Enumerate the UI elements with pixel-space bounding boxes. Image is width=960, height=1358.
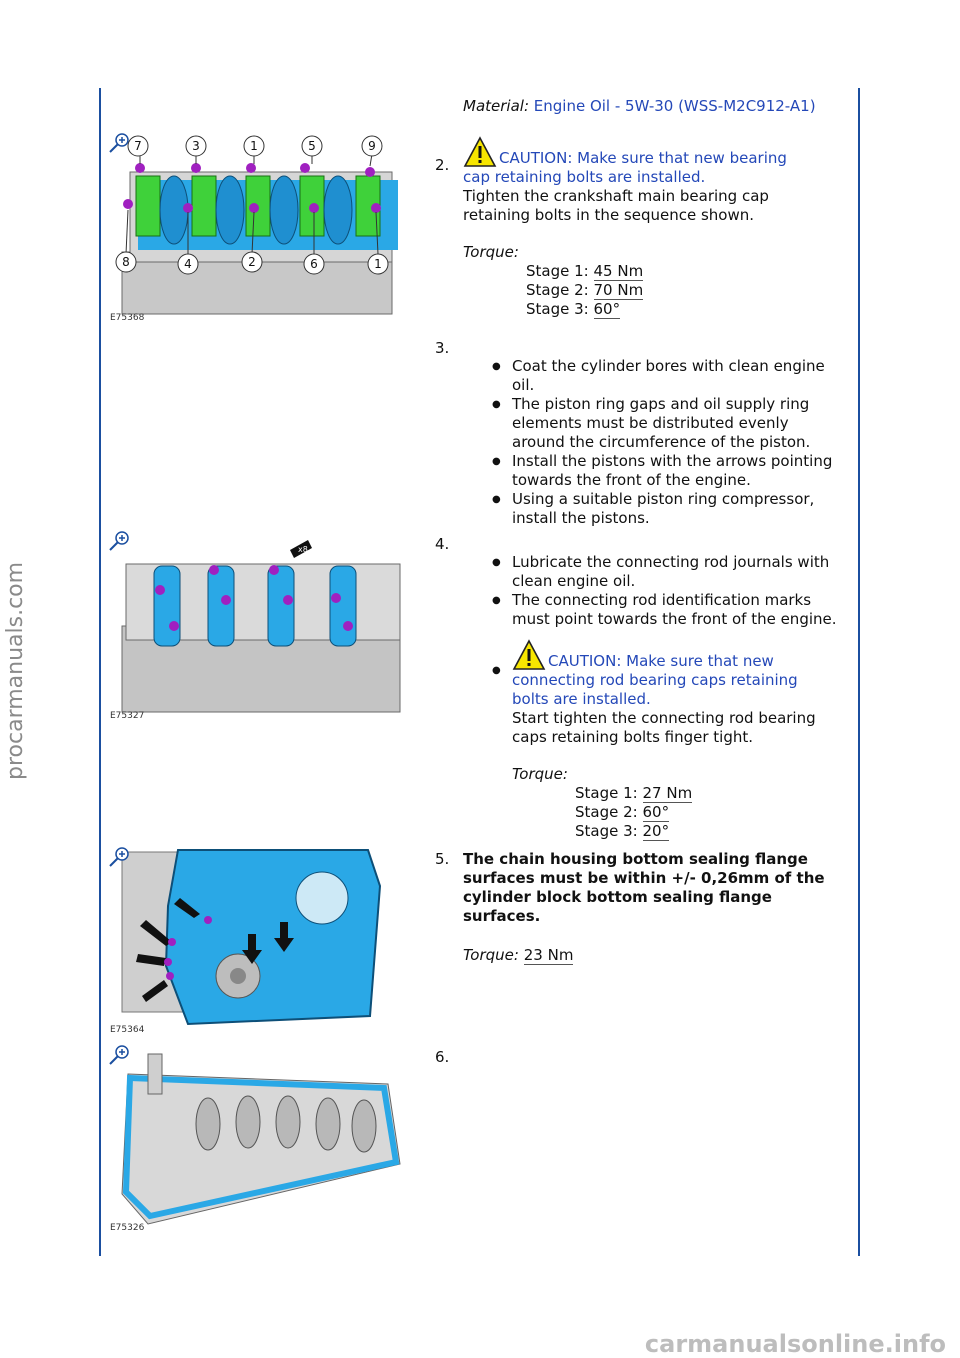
material-label: Material: [463,97,529,115]
callout-8: 8 [122,255,130,269]
right-rule [858,88,860,1256]
step-2-number: 2. [435,156,450,174]
callout-4: 4 [184,257,192,271]
figure-block-bottom[interactable] [108,1044,404,1234]
zoom-icon[interactable] [108,846,130,868]
step-5-torque-label: Torque: [463,946,519,964]
list-item: ● Lubricate the connecting rod journals with clean engine oil. [492,553,854,591]
figure-code: E75327 [110,711,145,720]
step-4-number: 4. [435,535,450,553]
step-3-number: 3. [435,339,450,357]
step-2-body [463,136,853,319]
figure-main-bearing-caps[interactable] [108,132,404,322]
left-rule [99,88,101,1256]
stage-label: Stage 1: [575,784,638,802]
list-item: ● The connecting rod identification marks must point towards the front of the engine. [492,591,854,629]
list-item: ● Install the pistons with the arrows pointing towards the front of the engine. [492,452,854,490]
step-4-caution-line1: CAUTION: Make sure that new [548,652,774,670]
step-4-stages [575,784,854,841]
list-item: ● Coat the cylinder bores with clean engine oil. [492,357,854,395]
side-watermark: procarmanuals.com [3,561,28,780]
step-5-number: 5. [435,850,450,868]
callout-7: 7 [134,139,142,153]
step-6-number: 6. [435,1048,450,1066]
engine-block-illustration [108,530,404,720]
list-item: ● The piston ring gaps and oil supply ring elements must be distributed evenly around the circumference of the piston. [492,395,854,452]
step-4-caution-line3: bolts are installed. [512,690,651,708]
warning-triangle-icon [512,639,546,671]
figure-code: E75326 [110,1223,145,1233]
step-5-torque [463,946,855,965]
engine-block-illustration [108,132,404,322]
callout-1b: 1 [374,257,382,271]
callout-x8: x8 [298,545,308,554]
step-5-line1: The chain housing bottom sealing flange [463,850,808,868]
zoom-icon[interactable] [108,132,130,154]
step-5-body [463,850,855,965]
stage-value[interactable]: 20° [642,822,670,840]
callout-5: 5 [308,139,316,153]
material-value: Engine Oil - 5W-30 (WSS-M2C912-A1) [533,97,816,115]
material-line [463,97,816,116]
stage-label: Stage 1: [526,262,589,280]
step-2-torque-label: Torque: [463,243,519,261]
step-2-text-line1: Tighten the crankshaft main bearing cap [463,187,769,205]
chain-housing-illustration [108,846,404,1036]
callout-3: 3 [192,139,200,153]
stage-value[interactable]: 27 Nm [642,784,693,802]
step-4-caution-item: ● CAUTION: Make sure that new connecting rod bearing caps retaining bolts are installed. Start tighten the connecting rod bearing caps retaining bolts finger tight. Torque: Stage 1: 27 Nm Stage 2: 60° Stage 3: 20° [492,639,854,841]
step-5-torque-value[interactable]: 23 Nm [523,946,574,964]
stage-label: Stage 2: [575,803,638,821]
engine-block-bottom-illustration [108,1044,404,1234]
zoom-icon[interactable] [108,1044,130,1066]
figure-connecting-rods[interactable] [108,530,404,720]
step-4-text-line1: Start tighten the connecting rod bearing [512,709,816,727]
step-5-line2: surfaces must be within +/- 0,26mm of the [463,869,825,887]
stage-label: Stage 3: [526,300,589,318]
stage-value[interactable]: 70 Nm [593,281,644,299]
callout-6: 6 [310,257,318,271]
stage-value[interactable]: 45 Nm [593,262,644,280]
callout-9: 9 [368,139,376,153]
stage-value[interactable]: 60° [593,300,621,318]
step-4-torque-label: Torque: [512,765,568,783]
zoom-icon[interactable] [108,530,130,552]
figure-code: E75364 [110,1025,145,1035]
stage-value[interactable]: 60° [642,803,670,821]
step-5-line4: surfaces. [463,907,541,925]
step-2-caution-line1: CAUTION: Make sure that new bearing [499,149,787,167]
step-5-line3: cylinder block bottom sealing flange [463,888,772,906]
figure-code: E75368 [110,313,145,322]
step-4-caution-line2: connecting rod bearing caps retaining [512,671,798,689]
step-2-caution-line2: cap retaining bolts are installed. [463,168,706,186]
step-4-text-line2: caps retaining bolts finger tight. [512,728,754,746]
step-2-stages [526,262,853,319]
list-item: ● Using a suitable piston ring compressor, install the pistons. [492,490,854,528]
stage-label: Stage 2: [526,281,589,299]
warning-triangle-icon [463,136,497,168]
bottom-watermark: carmanualsonline.info [644,1330,946,1358]
step-2-caution [463,136,853,168]
callout-2: 2 [248,255,256,269]
step-2-text-line2: retaining bolts in the sequence shown. [463,206,755,224]
figure-chain-housing[interactable] [108,846,404,1036]
callout-1: 1 [250,139,258,153]
step-3-body [492,357,854,528]
stage-label: Stage 3: [575,822,638,840]
step-4-body [492,553,854,841]
